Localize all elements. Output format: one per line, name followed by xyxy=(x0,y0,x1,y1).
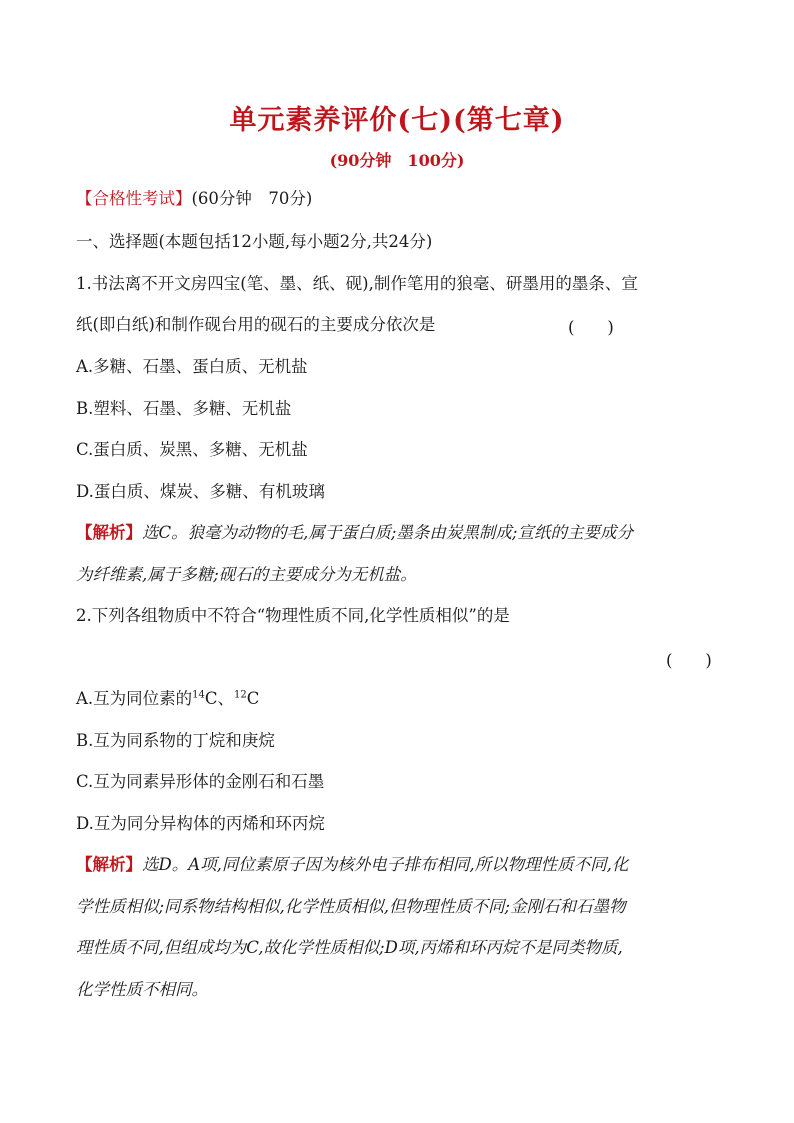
q2-answer-bracket: ( ) xyxy=(666,651,712,670)
q1-analysis-tag: 【解析】 xyxy=(76,523,142,542)
q2-stem-line1: 2.下列各组物质中不符合“物理性质不同,化学性质相似”的是 xyxy=(76,606,510,625)
q2-option-a-sup2: 12 xyxy=(234,689,247,701)
q1-analysis-line2: 为纤维素,属于多糖;砚石的主要成分为无机盐。 xyxy=(76,565,417,584)
q2-option-c: C.互为同素异形体的金刚石和石墨 xyxy=(76,772,325,791)
q2-analysis-line4: 化学性质不相同。 xyxy=(76,980,208,999)
section-info: (60分钟 70分) xyxy=(191,189,313,208)
q1-option-c: C.蛋白质、炭黑、多糖、无机盐 xyxy=(76,440,308,459)
q1-option-b: B.塑料、石墨、多糖、无机盐 xyxy=(76,399,292,418)
q1-stem-line1: 1.书法离不开文房四宝(笔、墨、纸、砚),制作笔用的狼毫、研墨用的墨条、宣 xyxy=(76,274,638,293)
q1-option-d: D.蛋白质、煤炭、多糖、有机玻璃 xyxy=(76,482,325,501)
page-title: 单元素养评价(七)(第七章) xyxy=(229,105,565,136)
q1-stem-line2: 纸(即白纸)和制作砚台用的砚石的主要成分依次是 xyxy=(76,315,436,334)
q2-option-a-mid: C、 xyxy=(204,689,235,708)
q2-analysis-line1 xyxy=(76,854,628,876)
part1-heading: 一、选择题(本题包括12小题,每小题2分,共24分) xyxy=(76,232,433,251)
q1-analysis-text1: 选C。狼毫为动物的毛,属于蛋白质;墨条由炭黑制成;宣纸的主要成分 xyxy=(142,523,633,542)
section-line xyxy=(76,188,312,210)
q2-option-a-sup1: 14 xyxy=(192,689,205,701)
q2-option-b: B.互为同系物的丁烷和庚烷 xyxy=(76,731,275,750)
q1-answer-bracket: ( ) xyxy=(568,318,614,337)
section-label: 【合格性考试】 xyxy=(76,189,192,208)
q2-option-d: D.互为同分异构体的丙烯和环丙烷 xyxy=(76,814,325,833)
q2-analysis-text1: 选D。A项,同位素原子因为核外电子排布相同,所以物理性质不同,化 xyxy=(142,855,629,874)
q2-option-a xyxy=(76,688,259,710)
page-subtitle: (90分钟 100分) xyxy=(329,151,465,170)
q1-analysis-line1 xyxy=(76,522,633,544)
q2-analysis-line3: 理性质不同,但组成均为C,故化学性质相似;D项,丙烯和环丙烷不是同类物质, xyxy=(76,938,623,957)
q2-analysis-line2: 学性质相似;同系物结构相似,化学性质相似,但物理性质不同;金刚石和石墨物 xyxy=(76,897,626,916)
q2-option-a-end: C xyxy=(246,689,260,708)
q1-option-a: A.多糖、石墨、蛋白质、无机盐 xyxy=(76,357,308,376)
q2-option-a-prefix: A.互为同位素的 xyxy=(76,689,193,708)
q2-analysis-tag: 【解析】 xyxy=(76,855,142,874)
